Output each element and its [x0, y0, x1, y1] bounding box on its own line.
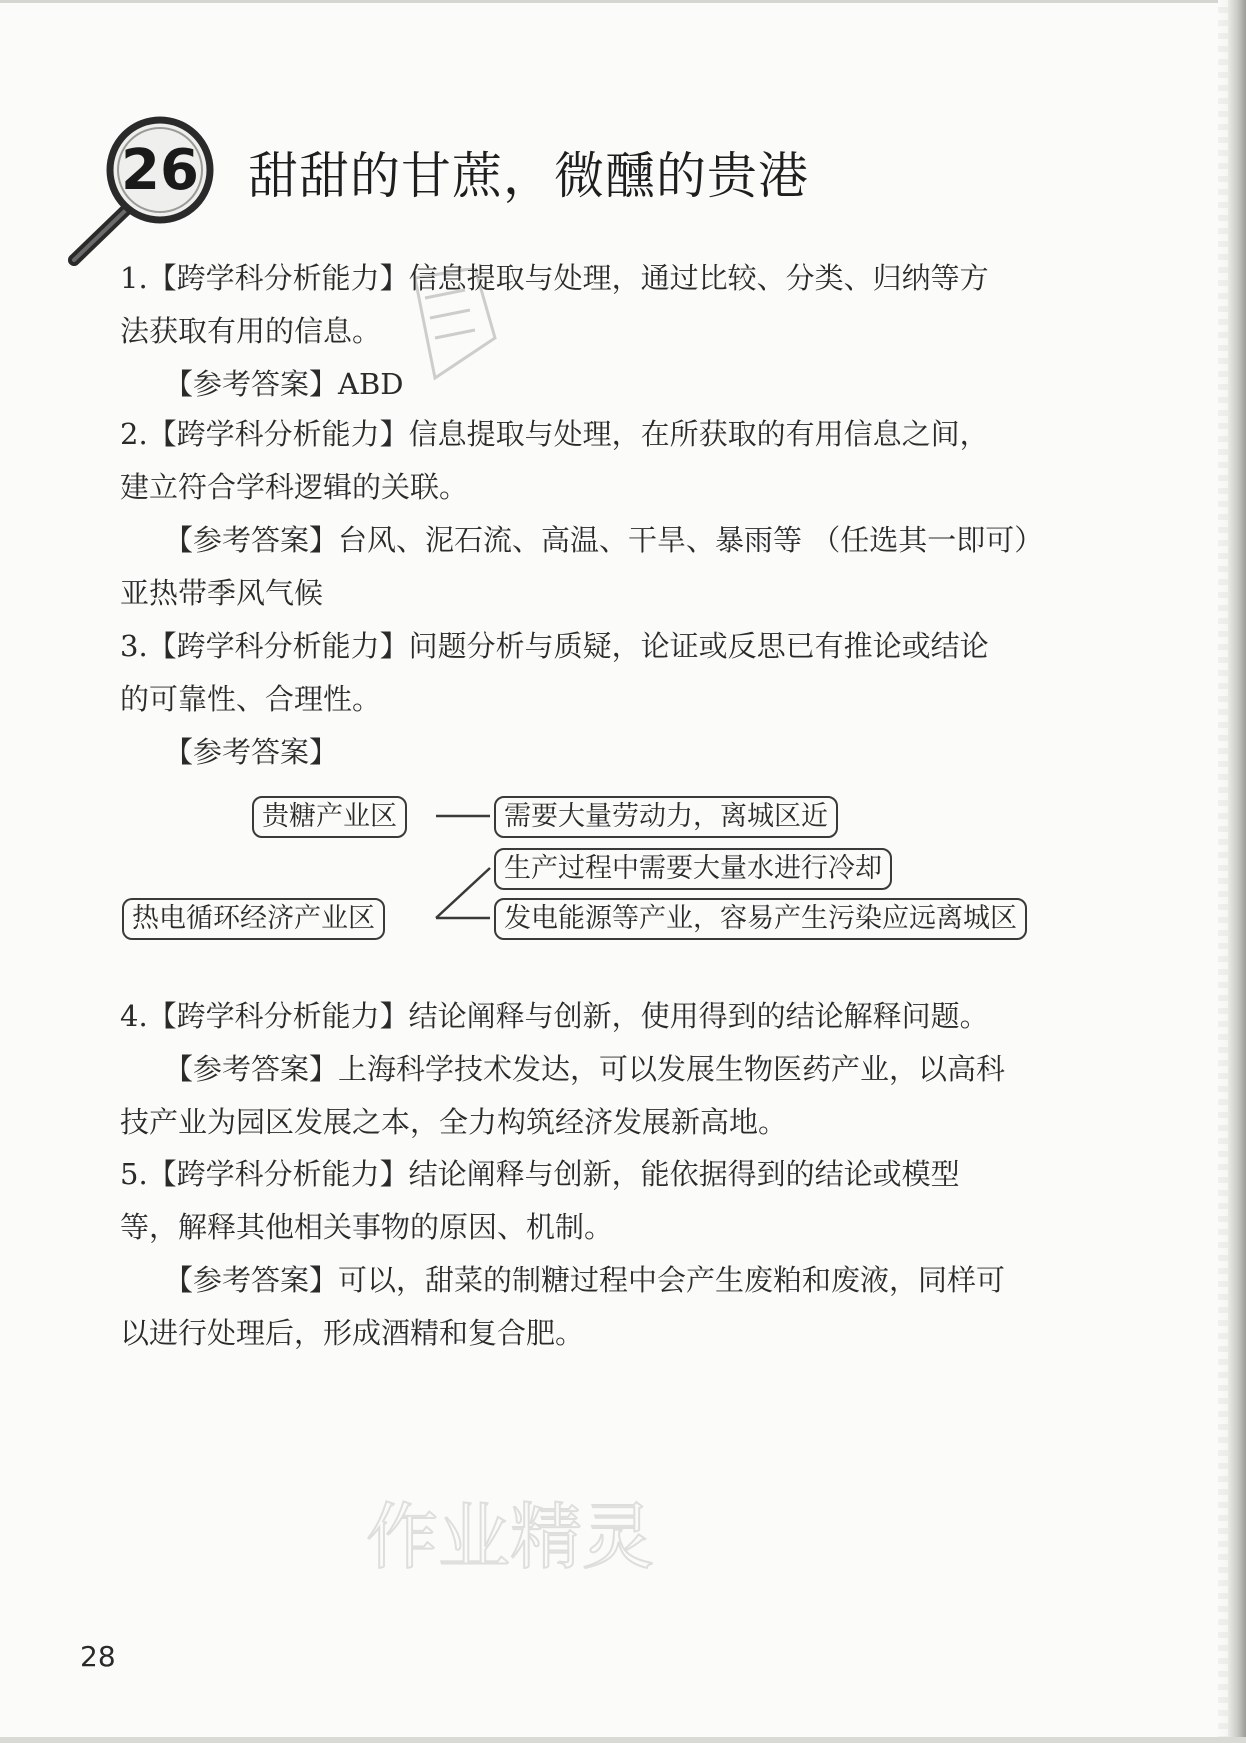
item-2-line-1: 2.【跨学科分析能力】信息提取与处理，在所获取的有用信息之间， [120, 417, 989, 451]
item-5-line-2: 等，解释其他相关事物的原因、机制。 [120, 1210, 614, 1244]
chapter-number: 26 [121, 138, 199, 203]
answer-text: 台风、泥石流、高温、干旱、暴雨等 （任选其一即可） [338, 523, 1044, 557]
diagram-box-right-2: 生产过程中需要大量水进行冷却 [494, 848, 892, 890]
item-1-line-1: 1.【跨学科分析能力】信息提取与处理，通过比较、分类、归纳等方 [120, 261, 989, 295]
item-3-line-2: 的可靠性、合理性。 [120, 682, 382, 716]
item-3-line-1: 3.【跨学科分析能力】问题分析与质疑，论证或反思已有推论或结论 [120, 629, 989, 663]
answer-label: 【参考答案】 [164, 523, 339, 557]
watermark-text: 作业精灵 [365, 1495, 655, 1579]
item-5-answer-line-2: 以进行处理后，形成酒精和复合肥。 [120, 1316, 585, 1350]
item-4-answer [120, 1043, 1120, 1096]
item-1-line-2: 法获取有用的信息。 [120, 314, 382, 348]
item-2-line-2: 建立符合学科逻辑的关联。 [120, 470, 469, 504]
answer-text: 上海科学技术发达，可以发展生物医药产业，以高科 [338, 1052, 1006, 1086]
diagram-box-right-1: 需要大量劳动力，离城区近 [494, 796, 838, 838]
diagram-box-right-3: 发电能源等产业，容易产生污染应远离城区 [494, 898, 1027, 940]
item-5-answer [120, 1254, 1120, 1307]
diagram-box-left-bottom: 热电循环经济产业区 [122, 898, 385, 940]
item-4 [120, 990, 1120, 1149]
answer-label: 【参考答案】 [164, 1052, 339, 1086]
answer-text: ABD [338, 367, 404, 401]
answer-label: 【参考答案】 [164, 1263, 339, 1297]
page-title: 甜甜的甘蔗，微醺的贵港 [248, 147, 809, 205]
diagram-box-left-top: 贵糖产业区 [252, 796, 407, 838]
item-5 [120, 1148, 1120, 1360]
watermark-logo [350, 1470, 670, 1600]
answer-label: 【参考答案】 [164, 367, 339, 401]
item-4-answer-line-2: 技产业为园区发展之本，全力构筑经济发展新高地。 [120, 1105, 788, 1139]
item-3-answer-label: 【参考答案】 [164, 735, 339, 769]
page-number: 28 [80, 1640, 116, 1673]
answer-text: 可以，甜菜的制糖过程中会产生废粕和废液，同样可 [338, 1263, 1006, 1297]
item-4-line-1: 4.【跨学科分析能力】结论阐释与创新，使用得到的结论解释问题。 [120, 999, 989, 1033]
item-5-line-1: 5.【跨学科分析能力】结论阐释与创新，能依据得到的结论或模型 [120, 1157, 960, 1191]
item-2-answer-line-2: 亚热带季风气候 [120, 576, 324, 610]
